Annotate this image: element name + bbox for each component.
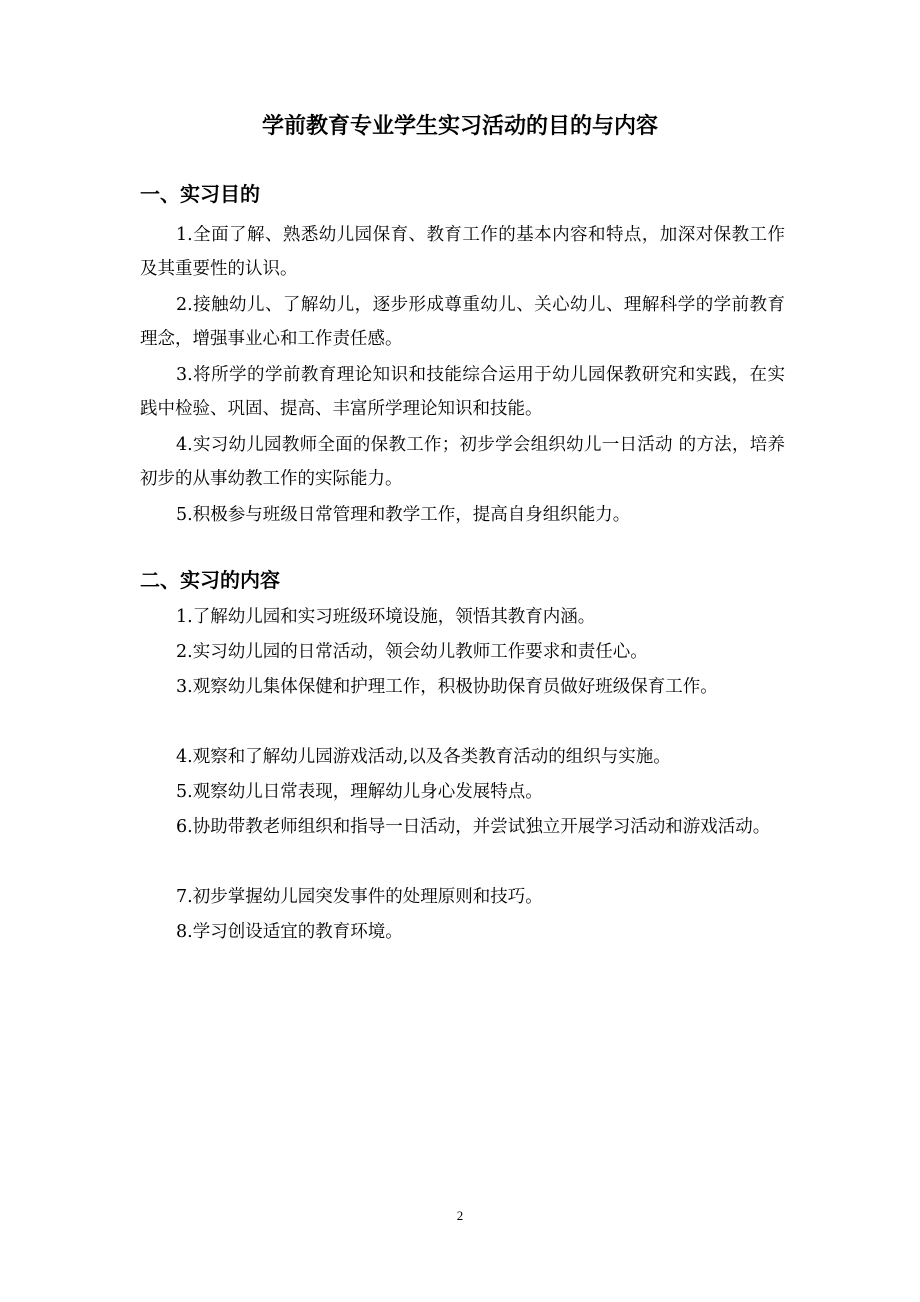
purpose-item-5: 5.积极参与班级日常管理和教学工作，提高自身组织能力。 bbox=[176, 505, 631, 525]
purpose-item-2: 2.接触幼儿、了解幼儿，逐步形成尊重幼儿、关心幼儿、理解科学的学前教育理念，增强事业心和工作责任感。 bbox=[140, 295, 785, 349]
content-item-1: 1.了解幼儿园和实习班级环境设施，领悟其教育内涵。 bbox=[176, 607, 596, 627]
content-item-4: 4.观察和了解幼儿园游戏活动,以及各类教育活动的组织与实施。 bbox=[176, 747, 671, 767]
document-title: 学前教育专业学生实习活动的目的与内容 bbox=[261, 114, 658, 139]
content-item-6: 6.协助带教老师组织和指导一日活动，并尝试独立开展学习活动和游戏活动。 bbox=[176, 817, 771, 837]
content-item-7: 7.初步掌握幼儿园突发事件的处理原则和技巧。 bbox=[176, 887, 543, 907]
page-number: 2 bbox=[456, 1208, 464, 1223]
purpose-item-4: 4.实习幼儿园教师全面的保教工作；初步学会组织幼儿一日活动 的方法，培养初步的从事幼教工作的实际能力。 bbox=[140, 435, 785, 489]
content-item-2: 2.实习幼儿园的日常活动，领会幼儿教师工作要求和责任心。 bbox=[176, 642, 648, 662]
section-heading-content: 二、实习的内容 bbox=[140, 568, 280, 592]
content-item-3: 3.观察幼儿集体保健和护理工作，积极协助保育员做好班级保育工作。 bbox=[176, 677, 718, 697]
content-item-8: 8.学习创设适宜的教育环境。 bbox=[176, 922, 403, 942]
section-heading-purpose: 一、实习目的 bbox=[140, 182, 260, 206]
purpose-item-1: 1.全面了解、熟悉幼儿园保育、教育工作的基本内容和特点，加深对保教工作及其重要性的认识。 bbox=[140, 225, 785, 279]
purpose-item-3: 3.将所学的学前教育理论知识和技能综合运用于幼儿园保教研究和实践，在实践中检验、巩固、提高、丰富所学理论知识和技能。 bbox=[140, 365, 785, 419]
content-item-5: 5.观察幼儿日常表现，理解幼儿身心发展特点。 bbox=[176, 782, 543, 802]
